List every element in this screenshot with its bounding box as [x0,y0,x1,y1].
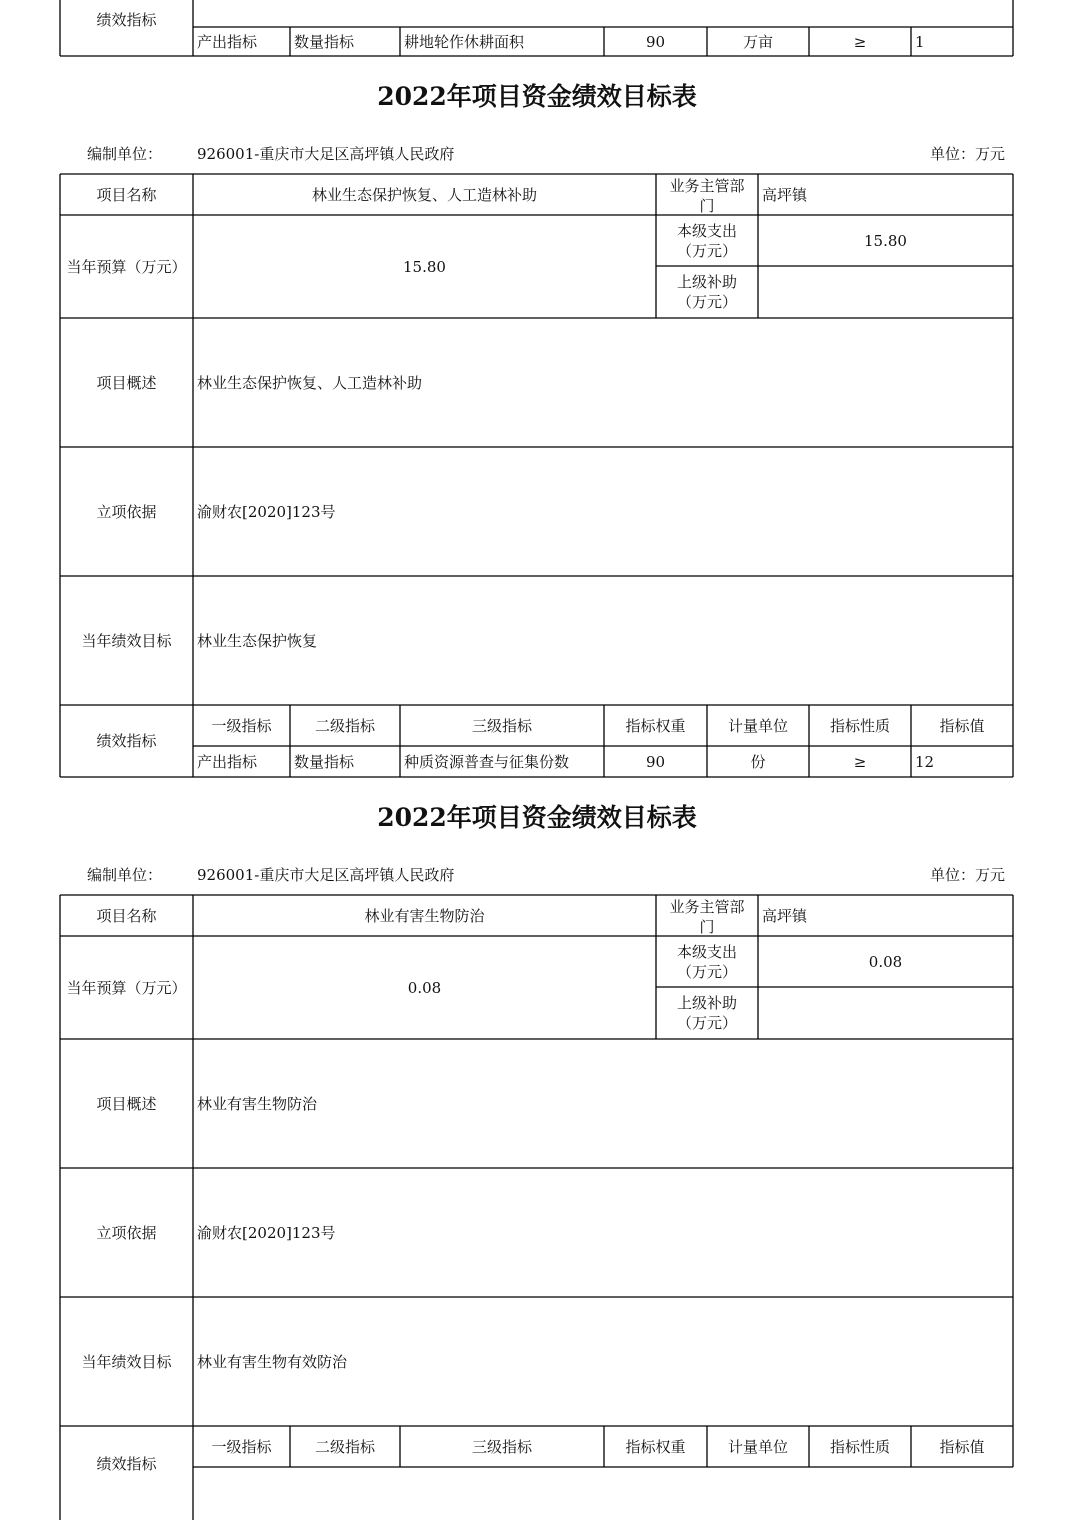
budget-value: 15.80 [403,258,446,276]
row-level1: 产出指标 [197,753,258,771]
dept-label: 业务主管部 门 [669,898,745,936]
header-unit: 计量单位 [727,1438,788,1456]
header-unit: 计量单位 [727,717,788,735]
project-name-label: 项目名称 [96,186,157,204]
cut-indicator-label: 绩效指标 [96,11,157,29]
fragment-level1: 产出指标 [197,33,258,51]
currency-unit: 单位：万元 [930,866,1006,884]
indicator-label: 绩效指标 [96,732,157,750]
goal-label: 当年绩效目标 [81,1353,172,1371]
basis-value: 渝财农[2020]123号 [197,1224,336,1242]
row-weight: 90 [645,753,666,771]
budget-label: 当年预算（万元） [66,258,187,276]
overview-label: 项目概述 [96,1095,157,1113]
fragment-value: 1 [915,33,925,51]
overview-value: 林业生态保护恢复、人工造林补助 [197,374,423,392]
budget-value: 0.08 [407,979,442,997]
compile-unit-value: 926001-重庆市大足区高坪镇人民政府 [197,866,455,884]
local-expense-label: 本级支出 （万元） [676,222,737,260]
header-level1: 一级指标 [211,717,272,735]
compile-unit-label: 编制单位： [87,145,163,163]
fragment-unit: 万亩 [742,33,773,51]
header-level2: 二级指标 [314,717,375,735]
header-weight: 指标权重 [625,717,686,735]
fragment-nature: ≥ [853,33,867,51]
overview-label: 项目概述 [96,374,157,392]
header-level1: 一级指标 [211,1438,272,1456]
project-name-value: 林业生态保护恢复、人工造林补助 [311,186,537,204]
project-name-value: 林业有害生物防治 [364,907,485,925]
header-level2: 二级指标 [314,1438,375,1456]
header-nature: 指标性质 [829,717,890,735]
header-level3: 三级指标 [471,717,532,735]
header-level3: 三级指标 [471,1438,532,1456]
compile-unit-value: 926001-重庆市大足区高坪镇人民政府 [197,145,455,163]
compile-unit-label: 编制单位： [87,866,163,884]
table-title: 2022年项目资金绩效目标表 [377,803,697,832]
header-weight: 指标权重 [625,1438,686,1456]
fragment-level3: 耕地轮作休耕面积 [404,33,525,51]
dept-label: 业务主管部 门 [669,177,745,215]
local-expense-label: 本级支出 （万元） [676,943,737,981]
row-unit: 份 [750,753,766,771]
header-value: 指标值 [939,717,985,735]
currency-unit: 单位：万元 [930,145,1006,163]
row-level2: 数量指标 [294,753,355,771]
goal-label: 当年绩效目标 [81,632,172,650]
row-level3: 种质资源普查与征集份数 [404,753,570,771]
upper-subsidy-label: 上级补助 （万元） [676,273,737,311]
goal-value: 林业生态保护恢复 [197,632,318,650]
local-expense-value: 0.08 [868,953,903,971]
header-nature: 指标性质 [829,1438,890,1456]
local-expense-value: 15.80 [864,232,907,250]
overview-value: 林业有害生物防治 [197,1095,318,1113]
dept-value: 高坪镇 [762,186,808,204]
fragment-weight: 90 [645,33,666,51]
basis-label: 立项依据 [96,1224,157,1242]
row-nature: ≥ [853,753,867,771]
basis-label: 立项依据 [96,503,157,521]
indicator-label: 绩效指标 [96,1455,157,1473]
budget-label: 当年预算（万元） [66,979,187,997]
dept-value: 高坪镇 [762,907,808,925]
row-value: 12 [915,753,935,771]
fragment-level2: 数量指标 [294,33,355,51]
table-title: 2022年项目资金绩效目标表 [377,82,697,111]
project-name-label: 项目名称 [96,907,157,925]
header-value: 指标值 [939,1438,985,1456]
upper-subsidy-label: 上级补助 （万元） [676,994,737,1032]
basis-value: 渝财农[2020]123号 [197,503,336,521]
goal-value: 林业有害生物有效防治 [197,1353,348,1371]
